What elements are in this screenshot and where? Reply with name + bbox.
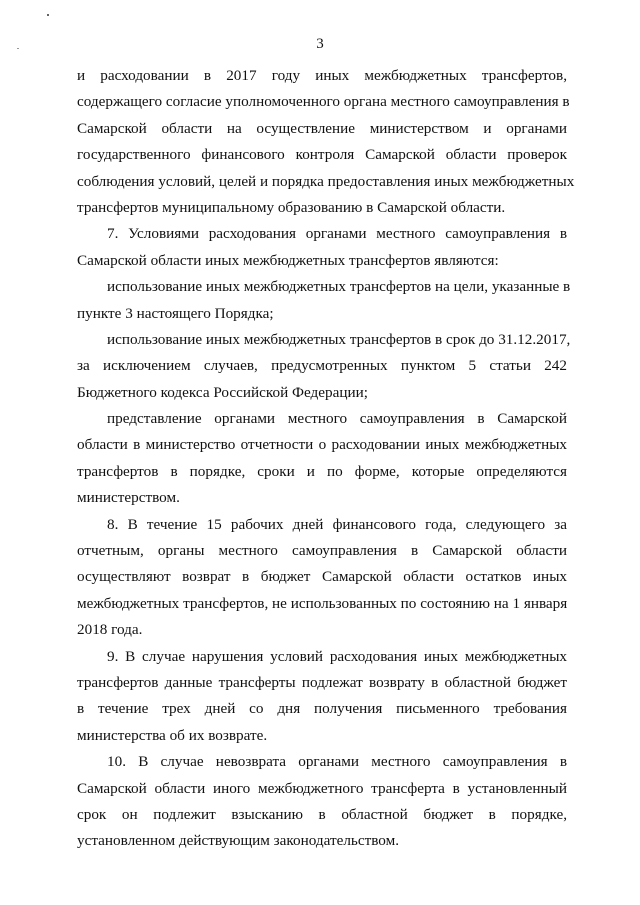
text-line: трансфертов в порядке, сроки и по форме, которые определяются (77, 462, 567, 480)
scan-speck (47, 14, 49, 16)
text-line: 9. В случае нарушения условий расходования иных межбюджетных (107, 647, 567, 665)
text-line: трансфертов данные трансферты подлежат возврату в областной бюджет (77, 673, 567, 691)
text-line: 8. В течение 15 рабочих дней финансового года, следующего за (107, 515, 567, 533)
paragraph (77, 512, 567, 644)
page-number: 3 (316, 36, 324, 52)
text-line: министерства об их возврате. (77, 726, 268, 744)
paragraph (77, 406, 567, 512)
text-line: Самарской области на осуществление министерством и органами (77, 119, 567, 137)
text-line: отчетным, органы местного самоуправления в Самарской области (77, 542, 567, 560)
text-line: трансфертов муниципальному образованию в Самарской области. (77, 198, 506, 216)
text-line: срок он подлежит взысканию в областной бюджет в порядке, (77, 805, 567, 823)
paragraph (77, 644, 567, 750)
text-line: содержащего согласие уполномоченного органа местного самоуправления в (77, 93, 570, 111)
text-line: области в министерство отчетности о расходовании иных межбюджетных (77, 436, 567, 454)
text-line: Самарской области иных межбюджетных трансфертов являются: (77, 251, 499, 269)
document-body (77, 63, 575, 855)
text-line: государственного финансового контроля Самарской области проверок (77, 146, 567, 164)
text-line: 10. В случае невозврата органами местного самоуправления в (107, 753, 567, 771)
text-line: соблюдения условий, целей и порядка предоставления иных межбюджетных (77, 172, 575, 190)
text-line: использование иных межбюджетных трансфертов в срок до 31.12.2017, (107, 330, 571, 348)
paragraph (77, 274, 571, 327)
paragraph (77, 327, 571, 406)
paragraph (77, 749, 567, 855)
text-line: представление органами местного самоуправления в Самарской (107, 410, 567, 428)
text-line: в течение трех дней со дня получения письменного требования (77, 700, 567, 718)
text-line: 2018 года. (77, 621, 143, 639)
paragraph (77, 63, 575, 221)
text-line: министерством. (77, 489, 180, 507)
text-line: использование иных межбюджетных трансфертов на цели, указанные в (107, 278, 571, 296)
text-line: осуществляют возврат в бюджет Самарской области остатков иных (77, 568, 567, 586)
text-line: и расходовании в 2017 году иных межбюджетных трансфертов, (77, 67, 567, 84)
paragraph (77, 221, 567, 274)
text-line: 7. Условиями расходования органами местного самоуправления в (107, 225, 567, 243)
text-line: Самарской области иного межбюджетного трансферта в установленный (77, 779, 567, 797)
text-line: Бюджетного кодекса Российской Федерации; (77, 383, 368, 401)
text-line: установленном действующим законодательством. (77, 832, 400, 850)
text-line: за исключением случаев, предусмотренных пунктом 5 статьи 242 (77, 357, 567, 375)
text-line: пункте 3 настоящего Порядка; (77, 304, 274, 322)
text-line: межбюджетных трансфертов, не использованных по состоянию на 1 января (77, 594, 568, 612)
